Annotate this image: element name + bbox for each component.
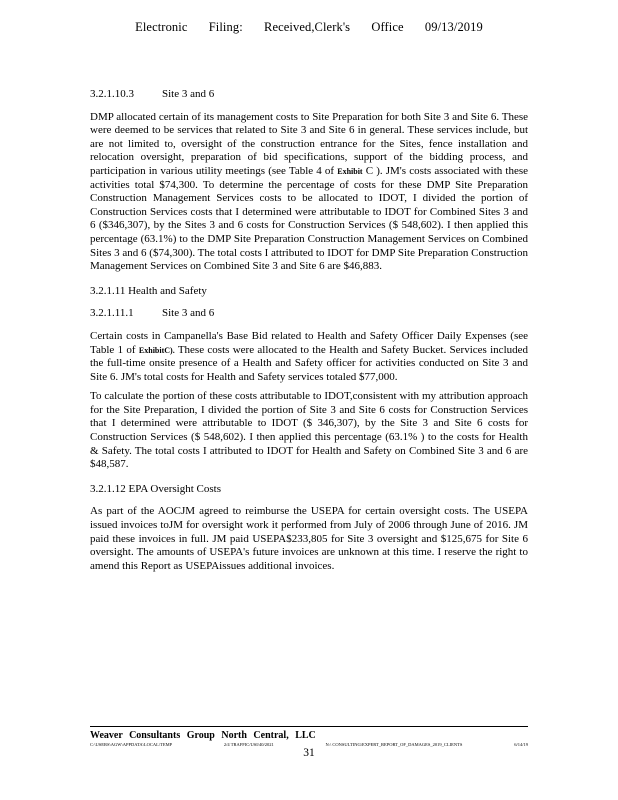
paragraph-text: C ). JM's costs associated with these activities total $74,300. To determine the percentage of costs for these DMP Site Preparation Construction Management Services costs to be allocated to IDOT, I divided the portion of Construction Services costs that I determined were attributable to IDOT for Combined Sites 3 and 6 ($346,307), by the Sites 3 and 6 costs for Construction Services ($ 548,602). I then applied this percentage (63.1%) to the DMP Site Preparation Construction Management Services on Combined Sites 3 and 6 ($74,300). The total costs I attributed to IDOT for DMP Site Preparation Construction Management Services on Combined Site 3 and Site 6 are $46,883. (90, 164, 528, 273)
electronic-filing-header (0, 20, 618, 35)
footer-file-path: C:\USERS\AGW\APPDATA\LOCAL\TEMP (90, 742, 173, 747)
exhibit-reference: Exhibit (337, 166, 363, 176)
section-title: 3.2.1.12 EPA Oversight Costs (90, 482, 222, 495)
section-title: Site 3 and 6 (162, 307, 215, 320)
section-title: Site 3 and 6 (162, 88, 215, 100)
section-number: 3.2.1.11.1 (90, 307, 134, 320)
header-received: Received,Clerk's (264, 20, 351, 34)
paragraph-text: Certain costs in Campanella's Base Bid related to Health and Safety Officer Daily Expenses (see Table 1 of (90, 329, 528, 356)
header-electronic: Electronic (135, 20, 188, 34)
header-office: Office (371, 20, 404, 34)
footer-file-name: N:\ CONSULTING\EXPERT_REPORT_OF_DAMAGES_2019_CLIENTS (325, 742, 463, 747)
section-heading-health-safety-sites (90, 307, 528, 321)
section-number: 3.2.1.10.3 (90, 88, 134, 100)
header-date: 09/13/2019 (424, 20, 483, 34)
section-title: 3.2.1.11 Health and Safety (90, 284, 207, 297)
header-filing: Filing: (208, 20, 243, 34)
paragraph-health-safety-1 (90, 330, 528, 384)
section-heading-health-safety (90, 285, 528, 299)
page-footer (90, 726, 528, 759)
exhibit-reference: ExhibitC). (138, 345, 175, 355)
paragraph-text: DMP allocated certain of its management costs to Site Preparation for both Site 3 and Site 6. These were deemed to be services that related to Site 3 and Site 6 in general. These services include, but are not limited to, oversight of the construction entrance for the Sites, fence installation and relocation oversight, preparation of bid specifications, support of the bidding process, and participation in various utility meetings (see Table 4 of (90, 110, 528, 177)
paragraph-text: These costs were allocated to the Health and Safety Bucket. Services included the full-time onsite presence of a Health and Safety officer for activities conducted on Site 3 and Site 6. JM's total costs for Health and Safety services totaled $77,000. (90, 343, 529, 383)
section-heading-site-prep (90, 88, 528, 102)
footer-file-code: 2/4 TRAFFIC/USI/40/2021 (223, 742, 274, 747)
page-number: 31 (303, 747, 315, 759)
footer-date: 6/14/19 (514, 742, 528, 747)
footer-firm-name: Weaver Consultants Group North Central, LLC (90, 730, 316, 741)
paragraph-health-safety-2: To calculate the portion of these costs attributable to IDOT,consistent with my attribution approach for the Site Preparation, I divided the portion of Site 3 and Site 6 costs for Construction Services that I determined were attributable to IDOT ($ 346,307), by the Site 3 and Site 6 costs for Construction Services ($ 548,602). I then applied this percentage (63.1% ) to the costs for Health & Safety. The total costs I attributed to IDOT for Health and Safety on Combined Site 3 and 6 are $48,587. (90, 390, 528, 471)
document-body (90, 88, 528, 584)
section-heading-epa-oversight (90, 483, 528, 497)
paragraph-epa-oversight: As part of the AOCJM agreed to reimburse the USEPA for certain oversight costs. The USEPA issued invoices toJM for oversight work it performed from July of 2006 through June of 2016. JM paid these invoices in full. JM paid USEPA$233,805 for Site 3 oversight and $125,675 for Site 6 oversight. The amounts of USEPA's future invoices are unknown at this time. I reserve the right to amend this Report as USEPAissues additional invoices. (90, 505, 528, 572)
paragraph-site-prep (90, 111, 528, 274)
